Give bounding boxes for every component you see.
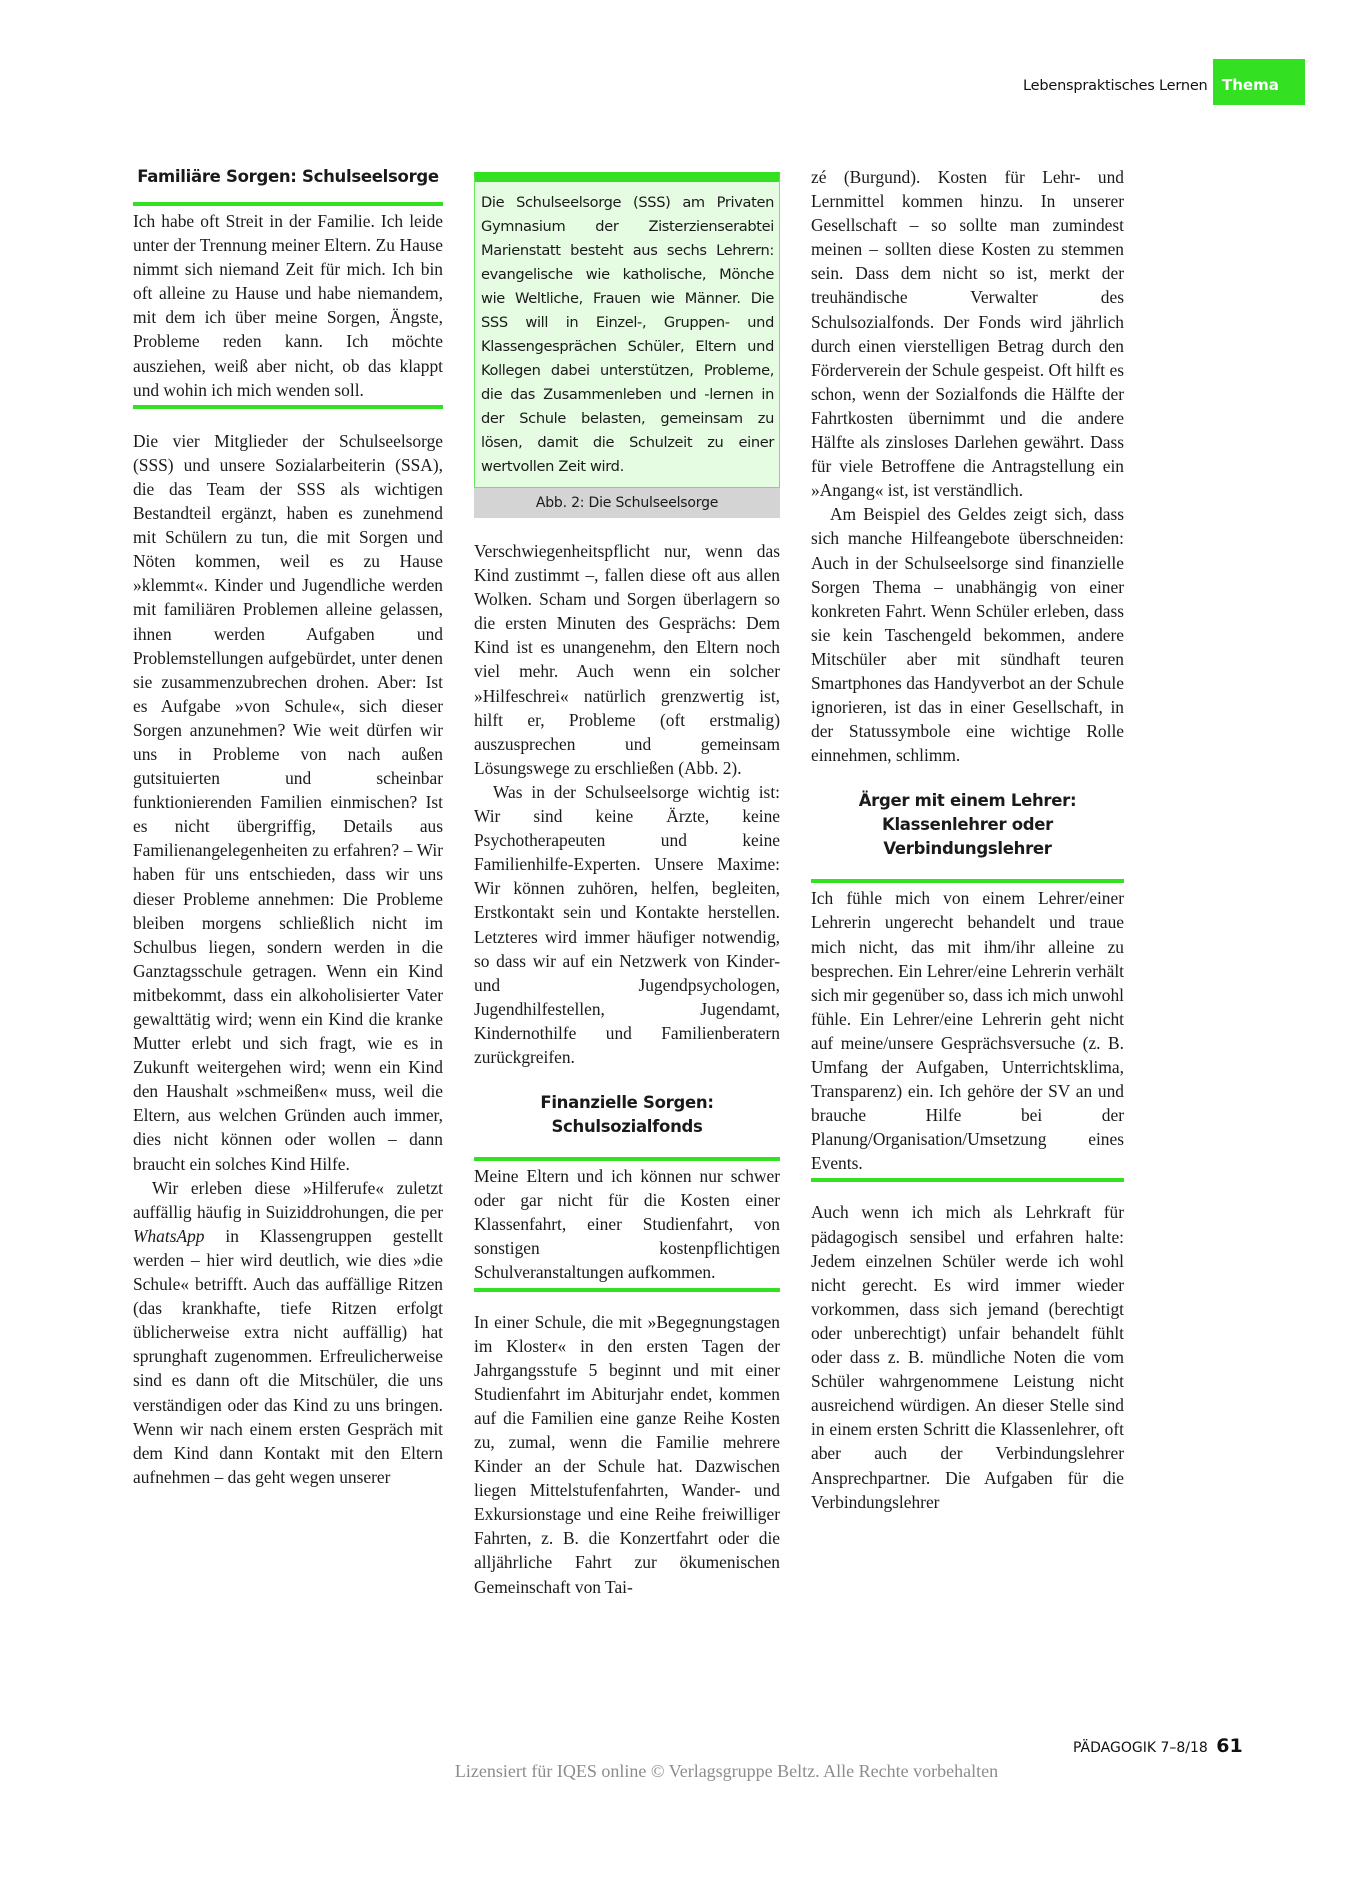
- issue-number: 7–8/18: [1160, 1740, 1208, 1756]
- running-head: Lebenspraktisches Lernen: [1023, 78, 1208, 94]
- text-run: in Klassengruppen gestellt werden – hier wird deutlich, wie dies »die Schule« betrifft. Auch das auffällige Ritzen (das krankhafte, tiefe Ritzen erfolgt üblicherweise extra nicht auffällig) hat sprunghaft zugenommen. Erfreulicherweise sind es dann oft die Mitschüler, die uns verständigen oder das Kind zu uns bringen. Wenn wir nach einem ersten Gespräch mit dem Kind dann Kontakt mit den Eltern aufnehmen – das geht wegen unserer: [133, 1225, 443, 1487]
- license-note: Lizensiert für IQES online © Verlagsgruppe Beltz. Alle Rechte vorbehalten: [454, 1761, 999, 1781]
- body-paragraph: Am Beispiel des Geldes zeigt sich, dass sich manche Hilfeangebote überschneiden: Auch in der Schulseelsorge sind finanzielle Sorgen Thema – unabhängig von einer konkreten Fahrt. Wenn Schüler erleben, dass sie kein Taschengeld bekommen, andere Mitschüler aber mit sündhaft teuren Smartphones das Handyverbot an der Schule ignorieren, ist das in einer Gesellschaft, in der Statussymbole eine wichtige Rolle einnehmen, schlimm.: [811, 504, 1124, 766]
- student-quote-box: [811, 879, 1124, 1182]
- section-title-finanzielle-sorgen: [474, 1091, 780, 1139]
- section-title-line: Klassenlehrer oder: [881, 815, 1054, 835]
- journal-name: PÄDAGOGIK: [1073, 1740, 1157, 1756]
- thema-tab: Thema: [1213, 59, 1305, 105]
- page-folio: [1073, 1735, 1243, 1757]
- body-paragraph: In einer Schule, die mit »Begegnungstagen im Kloster« in den ersten Tagen der Jahrgangsstufe 5 beginnt und mit einer Studienfahrt im Abiturjahr endet, kommen auf die Familien eine ganze Reihe Kosten zu, zumal, wenn die Familie mehrere Kinder an der Schule hat. Dazwischen liegen Mittelstufenfahrten, Wander- und Exkursionstage und eine Reihe freiwilliger Fahrten, z. B. die Konzertfahrt oder die alljährliche Fahrt zur ökumenischen Gemeinschaft von Tai-: [474, 1311, 780, 1597]
- info-box-text: Die Schulseelsorge (SSS) am Privaten Gymnasium der Zisterzienserabtei Marienstatt besteht aus sechs Lehrern: evangelische wie katholische, Mönche wie Weltliche, Frauen wie Männer. Die SSS will in Einzel-, Gruppen- und Klassengesprächen Schüler, Eltern und Kollegen dabei unterstützen, Probleme, die das Zusammenleben und -lernen in der Schule belasten, gemeinsam zu lösen, damit die Schulzeit zu einer wertvollen Zeit wird.: [481, 194, 774, 475]
- column-3: [811, 165, 1124, 1514]
- section-title-familiaere-sorgen: Familiäre Sorgen: Schulseelsorge: [137, 167, 439, 186]
- info-box-schulseelsorge: [474, 172, 780, 488]
- figure-caption: Abb. 2: Die Schulseelsorge: [474, 488, 780, 518]
- student-quote-box: [474, 1157, 780, 1291]
- column-2: [474, 172, 780, 1599]
- page-number: 61: [1216, 1735, 1243, 1757]
- body-paragraph: Die vier Mitglieder der Schulseelsorge (SSS) und unsere Sozialarbeiterin (SSA), die das Team der SSS als wichtigen Bestandteil ergänzt, haben es zunehmend mit Schülern zu tun, die mit Sorgen und Nöten kommen, weil es zu Hause »klemmt«. Kinder und Jugendliche werden mit familiären Problemen alleine gelassen, ihnen werden Aufgaben und Problemstellungen aufgebürdet, unter denen sie zusammenzubrechen drohen. Aber: Ist es Aufgabe »von Schule«, sich dieser Sorgen anzunehmen? Wie weit dürfen wir uns in Probleme von nach außen gutsituierten und scheinbar funktionierenden Familien einmischen? Ist es nicht übergriffig, Details aus Familienangelegenheiten zu erfahren? – Wir haben für uns entschieden, dass wir uns dieser Probleme annehmen: Die Probleme bleiben morgens schließlich nicht im Schulbus liegen, sondern werden in die Ganztagsschule getragen. Wenn ein Kind mitbekommt, dass ein alkoholisierter Vater gewalttätig wird; wenn ein Kind die kranke Mutter erlebt und sich fragt, wie es in Zukunft weitergehen wird; wenn ein Kind den Haushalt »schmeißen« muss, weil die Eltern, aus welchen Gründen auch immer, dies nicht können oder wollen – dann braucht ein solches Kind Hilfe.: [133, 430, 443, 1174]
- section-title-line: Finanzielle Sorgen:: [540, 1093, 714, 1113]
- body-paragraph: Auch wenn ich mich als Lehrkraft für pädagogisch sensibel und erfahren halte: Jedem einzelnen Schüler werde ich wohl nicht gerecht. Es wird immer wieder vorkommen, dass sich jemand (berechtigt oder unberechtigt) unfair behandelt fühlt oder dass z. B. mündliche Noten die vom Schüler wahrgenommene Leistung nicht ausreichend würdigen. An dieser Stelle sind in einem ersten Schritt die Klassenlehrer, oft aber auch der Verbindungslehrer Ansprechpartner. Die Aufgaben für die Verbindungslehrer: [811, 1202, 1124, 1512]
- student-quote-box: [133, 202, 443, 409]
- student-quote: Ich fühle mich von einem Lehrer/einer Lehrerin ungerecht behandelt und traue mich nicht, das mit ihm/ihr alleine zu besprechen. Ein Lehrer/eine Lehrerin verhält sich mir gegenüber so, dass ich mich unwohl fühle. Ein Lehrer/eine Lehrerin geht nicht auf meine/unsere Gesprächsversuche (z. B. Umfang der Aufgaben, Unterrichtsklima, Transparenz) ein. Ich gehöre der SV an und brauche Hilfe bei der Planung/Organisation/Umsetzung eines Events.: [811, 888, 1124, 1174]
- section-title-line: Schulsozialfonds: [551, 1117, 703, 1137]
- section-title-line: Verbindungslehrer: [883, 839, 1052, 859]
- column-1: [133, 165, 443, 1489]
- italic-term: WhatsApp: [133, 1225, 205, 1246]
- student-quote: Meine Eltern und ich können nur schwer oder gar nicht für die Kosten einer Klassenfahrt, einer Studienfahrt, von sonstigen kostenpflichtigen Schulveranstaltungen aufkommen.: [474, 1166, 780, 1283]
- body-paragraph: [133, 1176, 443, 1489]
- body-paragraph: Verschwiegenheitspflicht nur, wenn das Kind zustimmt –, fallen diese oft aus allen Wolken. Scham und Sorgen überlagern so die ersten Minuten des Gesprächs: Dem Kind ist es unangenehm, den Eltern noch viel mehr. Auch wenn ein solcher »Hilfeschrei« natürlich grenzwertig ist, hilft er, Probleme (oft erstmalig) auszusprechen und gemeinsam Lösungswege zu erschließen (Abb. 2).: [474, 541, 780, 778]
- body-paragraph: zé (Burgund). Kosten für Lehr- und Lernmittel kommen hinzu. In unserer Gesellschaft – so sollte man zumindest meinen – sollten diese Kosten zu stemmen sein. Dass dem nicht so ist, merkt der treuhändische Verwalter des Schulsozialfonds. Der Fonds wird jährlich durch einen vierstelligen Betrag durch den Förderverein der Schule gespeist. Oft hilft es schon, wenn der Sozialfonds die Hälfte der Fahrtkosten übernimmt und die andere Hälfte als zinsloses Darlehen gewährt. Dass für viele Betroffene die Antragstellung ein »Angang« ist, ist verständlich.: [811, 167, 1124, 501]
- text-run: Wir erleben diese »Hilferufe« zuletzt auffällig häufig in Suiziddrohungen, die per: [133, 1177, 443, 1222]
- student-quote: Ich habe oft Streit in der Familie. Ich leide unter der Trennung meiner Eltern. Zu Hause nimmt sich niemand Zeit für mich. Ich bin oft alleine zu Hause und habe niemandem, mit dem ich über meine Sorgen, Ängste, Probleme reden kann. Ich möchte ausziehen, weiß aber nicht, ob das klappt und wohin ich mich wenden soll.: [133, 211, 443, 400]
- section-title-aerger-mit-lehrer: [811, 789, 1124, 861]
- body-paragraph: Was in der Schulseelsorge wichtig ist: Wir sind keine Ärzte, keine Psychotherapeuten und keine Familienhilfe-Experten. Unsere Maxime: Wir können zuhören, helfen, begleiten, Erstkontakt sein und Kontakte herstellen. Letzteres wird immer häufiger notwendig, so dass wir auf ein Netzwerk von Kinder- und Jugendpsychologen, Jugendhilfestellen, Jugendamt, Kindernothilfe und Familienberatern zurückgreifen.: [474, 781, 780, 1067]
- section-title-line: Ärger mit einem Lehrer:: [858, 791, 1077, 811]
